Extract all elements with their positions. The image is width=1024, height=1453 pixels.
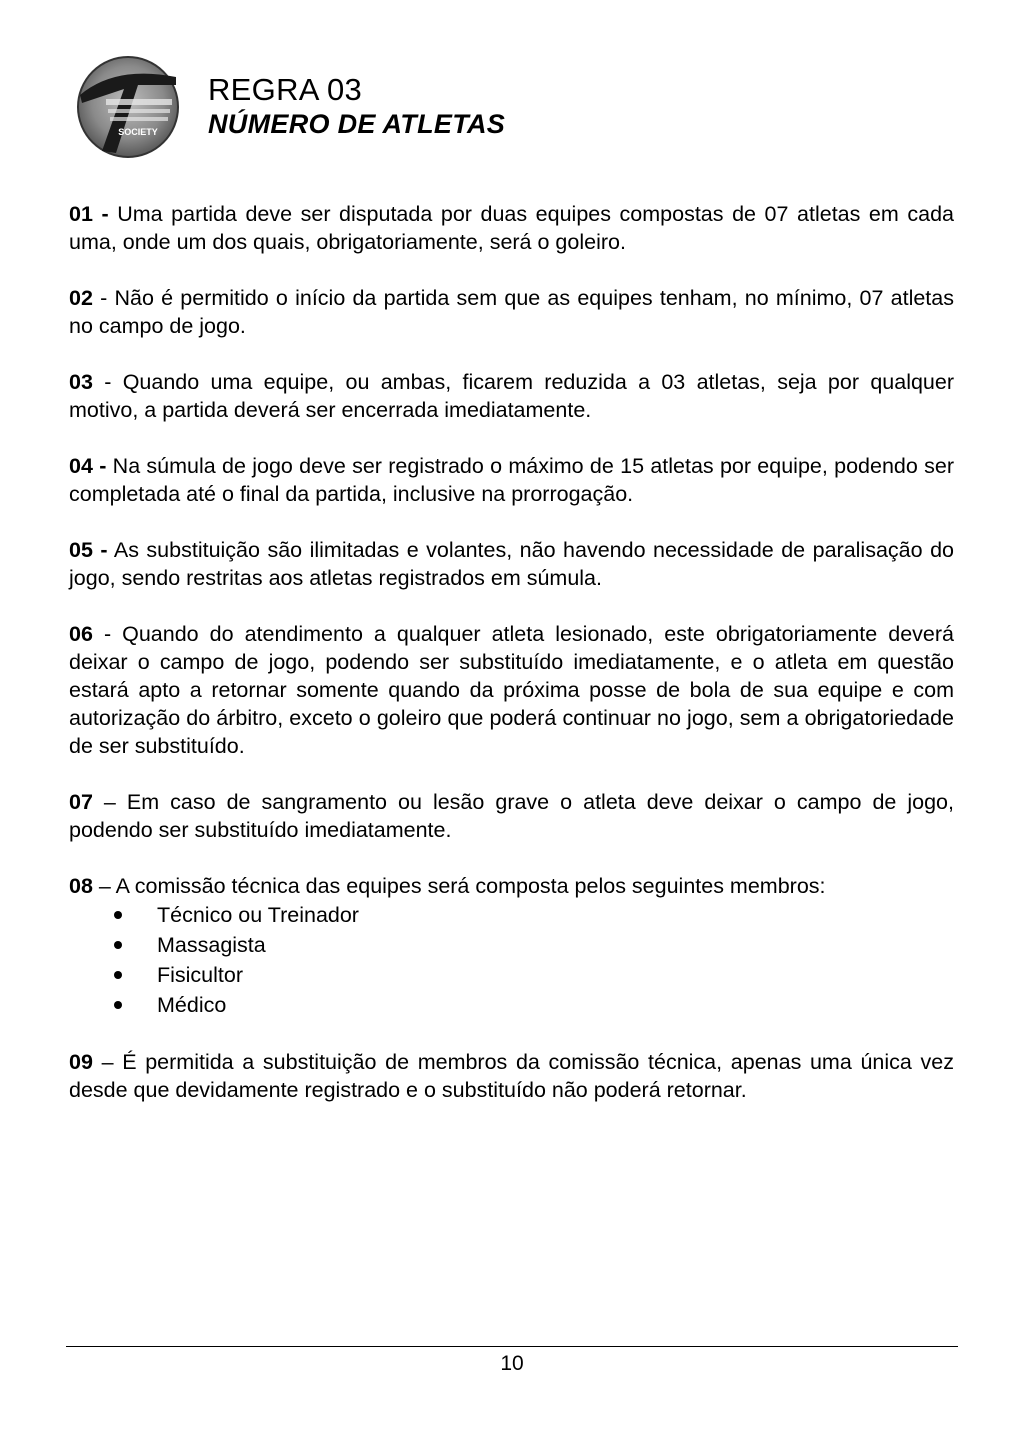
article-text: - Quando do atendimento a qualquer atleta lesionado, este obrigatoriamente deverá deixar o campo de jogo, podendo ser substituído imediatamente, e o atleta em questão estará apto a retornar somente quando da próxima posse de bola de sua equipe e com autorização do árbitro, exceto o goleiro que poderá continuar no jogo, sem a obrigatoriedade de ser substituído. [69,622,954,758]
article-number: 03 [69,370,93,394]
logo-text: SOCIETY [118,127,158,137]
article-01 [69,200,954,256]
article-number: 08 [69,874,93,898]
article-text: – A comissão técnica das equipes será composta pelos seguintes membros: [92,874,826,898]
article-number: 07 [69,790,93,814]
article-03 [69,368,954,424]
list-item-label: Fisicultor [157,963,244,987]
list-item [69,930,954,960]
list-item-label: Técnico ou Treinador [157,903,359,927]
article-07 [69,788,954,844]
footer-divider [66,1346,958,1347]
article-number: 02 [69,286,93,310]
article-text: Uma partida deve ser disputada por duas equipes compostas de 07 atletas em cada uma, onde um dos quais, obrigatoriamente, será o goleiro. [69,202,954,254]
page-header [76,55,676,165]
article-text: – É permitida a substituição de membros da comissão técnica, apenas uma única vez desde que devidamente registrado e o substituído não poderá retornar. [69,1050,954,1102]
list-item [69,960,954,990]
article-08 [69,872,954,900]
page-number: 10 [500,1352,524,1375]
bullet-icon [114,971,122,979]
list-item [69,990,954,1020]
title-block [208,72,505,140]
article-09 [69,1048,954,1104]
bullet-icon [114,911,122,919]
article-text: - Quando uma equipe, ou ambas, ficarem reduzida a 03 atletas, seja por qualquer motivo, a partida deverá ser encerrada imediatamente. [69,370,954,422]
article-number: 05 - [69,538,108,562]
list-item [69,900,954,930]
article-number: 06 [69,622,93,646]
article-text: - Não é permitido o início da partida sem que as equipes tenham, no mínimo, 07 atletas no campo de jogo. [69,286,954,338]
article-06 [69,620,954,760]
article-text: Na súmula de jogo deve ser registrado o máximo de 15 atletas por equipe, podendo ser completada até o final da partida, inclusive na prorrogação. [69,454,954,506]
article-text: As substituição são ilimitadas e volantes, não havendo necessidade de paralisação do jogo, sendo restritas aos atletas registrados em súmula. [69,538,954,590]
list-item-label: Massagista [157,933,266,957]
article-05 [69,536,954,592]
article-number: 01 - [69,202,109,226]
article-text: – Em caso de sangramento ou lesão grave o atleta deve deixar o campo de jogo, podendo ser substituído imediatamente. [69,790,954,842]
bullet-icon [114,1001,122,1009]
article-number: 09 [69,1050,93,1074]
staff-list [69,900,954,1020]
rules-content [69,200,954,1132]
article-04 [69,452,954,508]
article-02 [69,284,954,340]
rule-subtitle: NÚMERO DE ATLETAS [208,109,506,139]
bullet-icon [114,941,122,949]
list-item-label: Médico [157,993,227,1017]
rule-seven-society-logo [76,55,180,159]
article-number: 04 - [69,454,107,478]
rule-title: REGRA 03 [208,72,363,107]
